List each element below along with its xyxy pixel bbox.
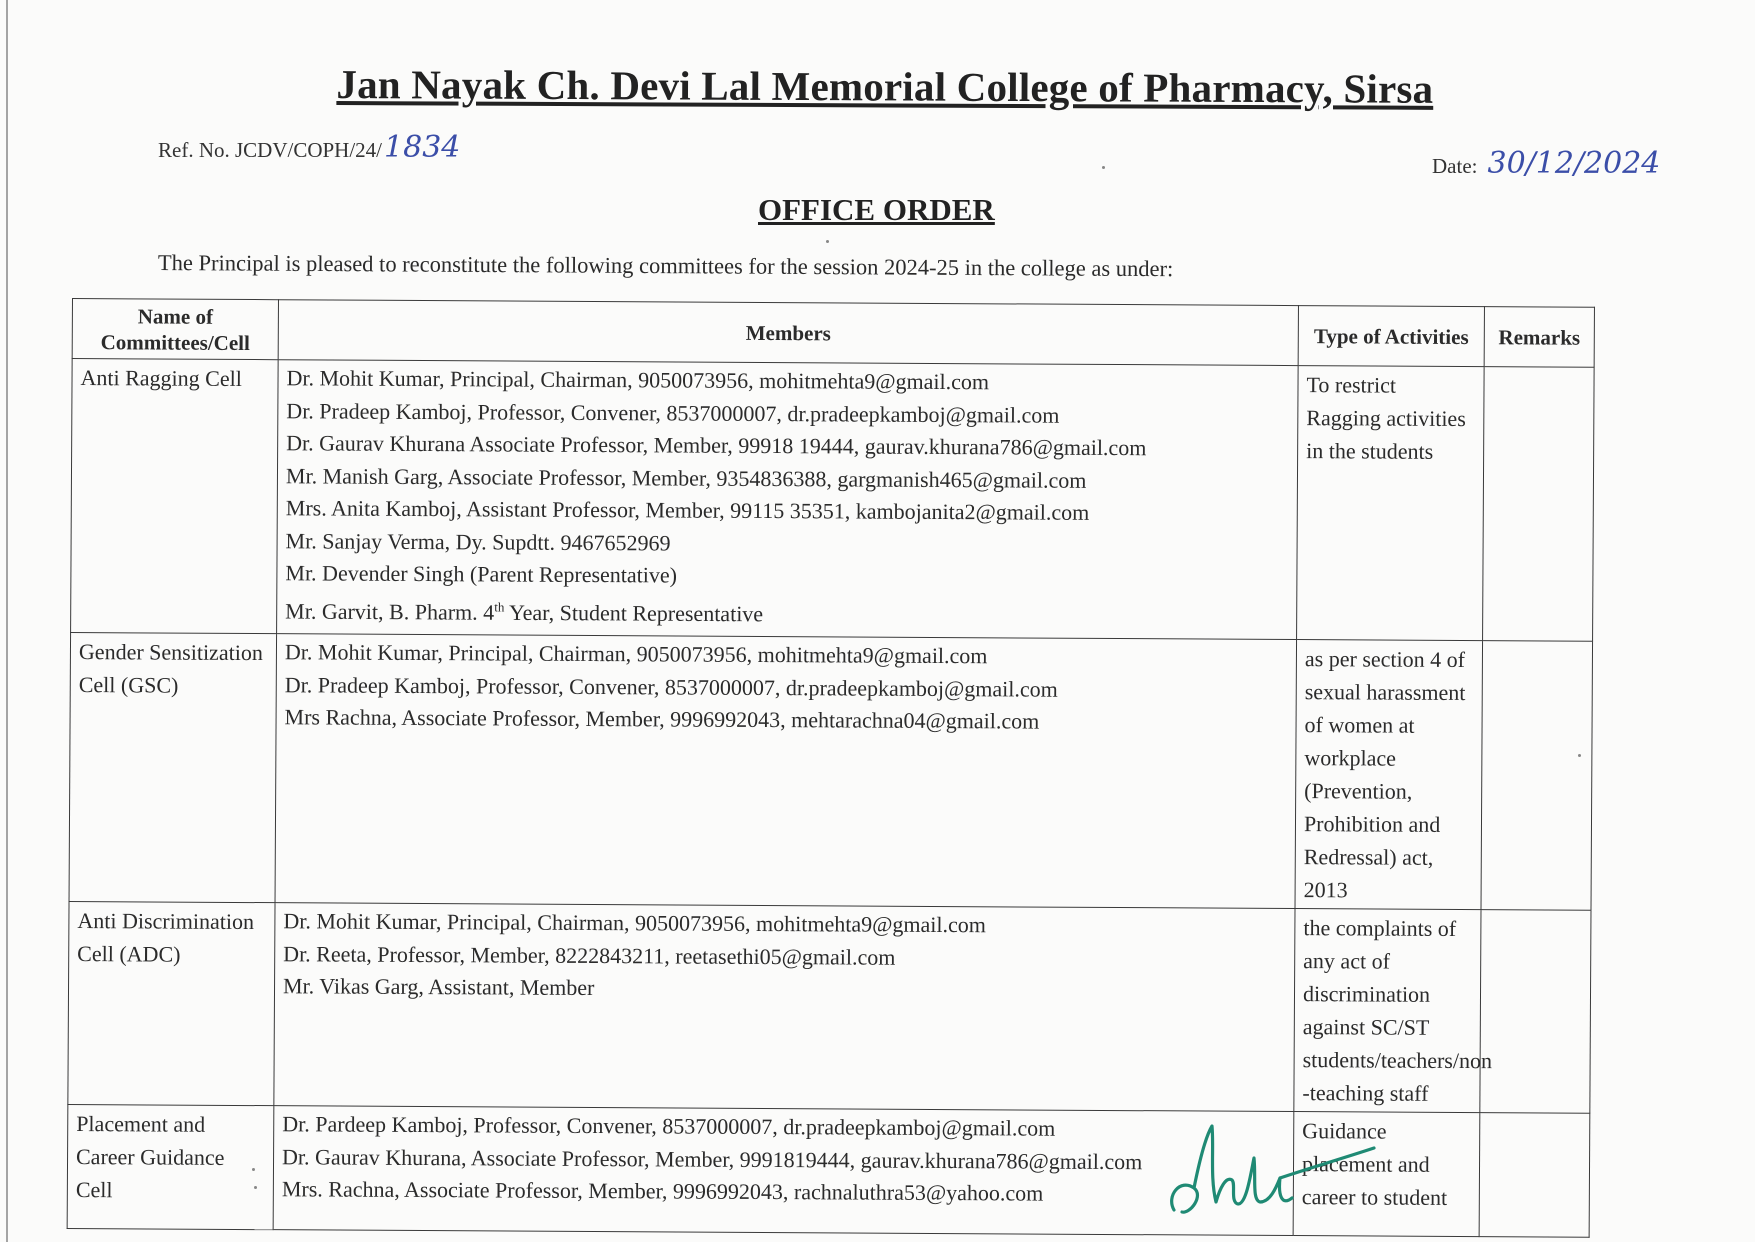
- remarks-cell: [1479, 1113, 1590, 1238]
- member-line: Dr. Mohit Kumar, Principal, Chairman, 9050073956, mohitmehta9@gmail.com: [284, 639, 988, 669]
- member-line: Mr. Sanjay Verma, Dy. Supdtt. 9467652969: [285, 527, 671, 555]
- member-line: Mr. Vikas Garg, Assistant, Member: [282, 973, 595, 1001]
- intro-text: The Principal is pleased to reconstitute the following committees for the session 2024-25 in the college as under:: [157, 250, 1174, 282]
- header-name: Name of Committees/Cell: [72, 299, 278, 360]
- member-line: Mrs Rachna, Associate Professor, Member, 9996992043, mehtarachna04@gmail.com: [284, 704, 1040, 734]
- committee-members: [275, 634, 1297, 909]
- scan-speck: [1102, 166, 1105, 169]
- remarks-cell: [1481, 641, 1593, 911]
- ordinal-suffix: th: [494, 598, 505, 614]
- member-line: Mr. Manish Garg, Associate Professor, Member, 9354836388, gargmanish465@gmail.com: [285, 462, 1087, 493]
- ref-label: Ref. No. JCDV/COPH/24/: [158, 138, 383, 162]
- date-label: Date:: [1432, 154, 1478, 178]
- activity-type: as per section 4 of sexual harassment of women at workplace (Prevention, Prohibition and Redressal) act, 2013: [1295, 640, 1483, 910]
- activity-type: the complaints of any act of discrimination against SC/ST students/teachers/non -teaching staff: [1294, 909, 1481, 1113]
- member-line: Dr. Pardeep Kamboj, Professor, Convener, 8537000007, dr.pradeepkamboj@gmail.com: [282, 1111, 1056, 1141]
- member-line: Mr. Garvit, B. Pharm. 4th Year, Student Representative: [285, 598, 764, 626]
- scan-speck: [1578, 754, 1581, 757]
- committee-members: [277, 360, 1299, 640]
- table-row: [68, 901, 1591, 1113]
- member-line: Dr. Pradeep Kamboj, Professor, Convener, 8537000007, dr.pradeepkamboj@gmail.com: [286, 397, 1060, 428]
- reference-number: [158, 130, 460, 165]
- committees-table: [67, 298, 1595, 1238]
- signature-stroke: [1172, 1126, 1374, 1212]
- signature-mark: [1160, 1118, 1380, 1228]
- scan-edge: [6, 0, 8, 1242]
- order-title: OFFICE ORDER: [758, 192, 995, 227]
- scan-speck: [826, 240, 829, 243]
- committee-members: [273, 1106, 1294, 1236]
- committee-name: Gender Sensitization Cell (GSC): [69, 632, 277, 902]
- remarks-cell: [1480, 910, 1591, 1114]
- activity-type: To restrict Ragging activities in the students: [1297, 366, 1485, 641]
- member-line: Mr. Devender Singh (Parent Representative): [285, 560, 678, 588]
- member-line: Dr. Reeta, Professor, Member, 8222843211, reetasethi05@gmail.com: [283, 940, 896, 970]
- ref-handwritten: 1834: [384, 130, 461, 165]
- date-handwritten: 30/12/2024: [1487, 146, 1661, 181]
- table-header-row: [72, 299, 1594, 368]
- header-remarks: Remarks: [1484, 307, 1594, 368]
- activity-type: Guidance placement and career to student: [1293, 1112, 1480, 1237]
- scan-speck: [254, 1186, 257, 1189]
- scan-speck: [252, 1168, 255, 1171]
- table-row: [69, 632, 1593, 910]
- committee-members: [274, 903, 1295, 1112]
- date-field: [1432, 146, 1660, 181]
- member-line: Mrs. Rachna, Associate Professor, Member, 9996992043, rachnaluthra53@yahoo.com: [281, 1176, 1044, 1206]
- college-name: Jan Nayak Ch. Devi Lal Memorial College of Pharmacy, Sirsa: [336, 61, 1434, 112]
- remarks-cell: [1483, 367, 1595, 642]
- committee-name: Anti Ragging Cell: [71, 359, 279, 634]
- table-row: [71, 359, 1595, 642]
- member-line: Dr. Mohit Kumar, Principal, Chairman, 9050073956, mohitmehta9@gmail.com: [286, 365, 990, 395]
- member-line: Dr. Mohit Kumar, Principal, Chairman, 9050073956, mohitmehta9@gmail.com: [283, 908, 986, 938]
- committee-name: Anti Discrimination Cell (ADC): [68, 901, 275, 1105]
- header-members: Members: [278, 300, 1298, 366]
- member-line: Dr. Gaurav Khurana, Associate Professor, Member, 9991819444, gaurav.khurana786@gmail.com: [281, 1143, 1143, 1174]
- header-activities: Type of Activities: [1298, 306, 1484, 367]
- member-line: Dr. Gaurav Khurana Associate Professor, Member, 99918 19444, gaurav.khurana786@gmail.com: [286, 430, 1147, 461]
- member-line: Mrs. Anita Kamboj, Assistant Professor, Member, 99115 35351, kambojanita2@gmail.com: [285, 495, 1090, 525]
- committee-name: Placement and Career Guidance Cell: [67, 1104, 274, 1229]
- member-line: Dr. Pradeep Kamboj, Professor, Convener, 8537000007, dr.pradeepkamboj@gmail.com: [284, 671, 1058, 702]
